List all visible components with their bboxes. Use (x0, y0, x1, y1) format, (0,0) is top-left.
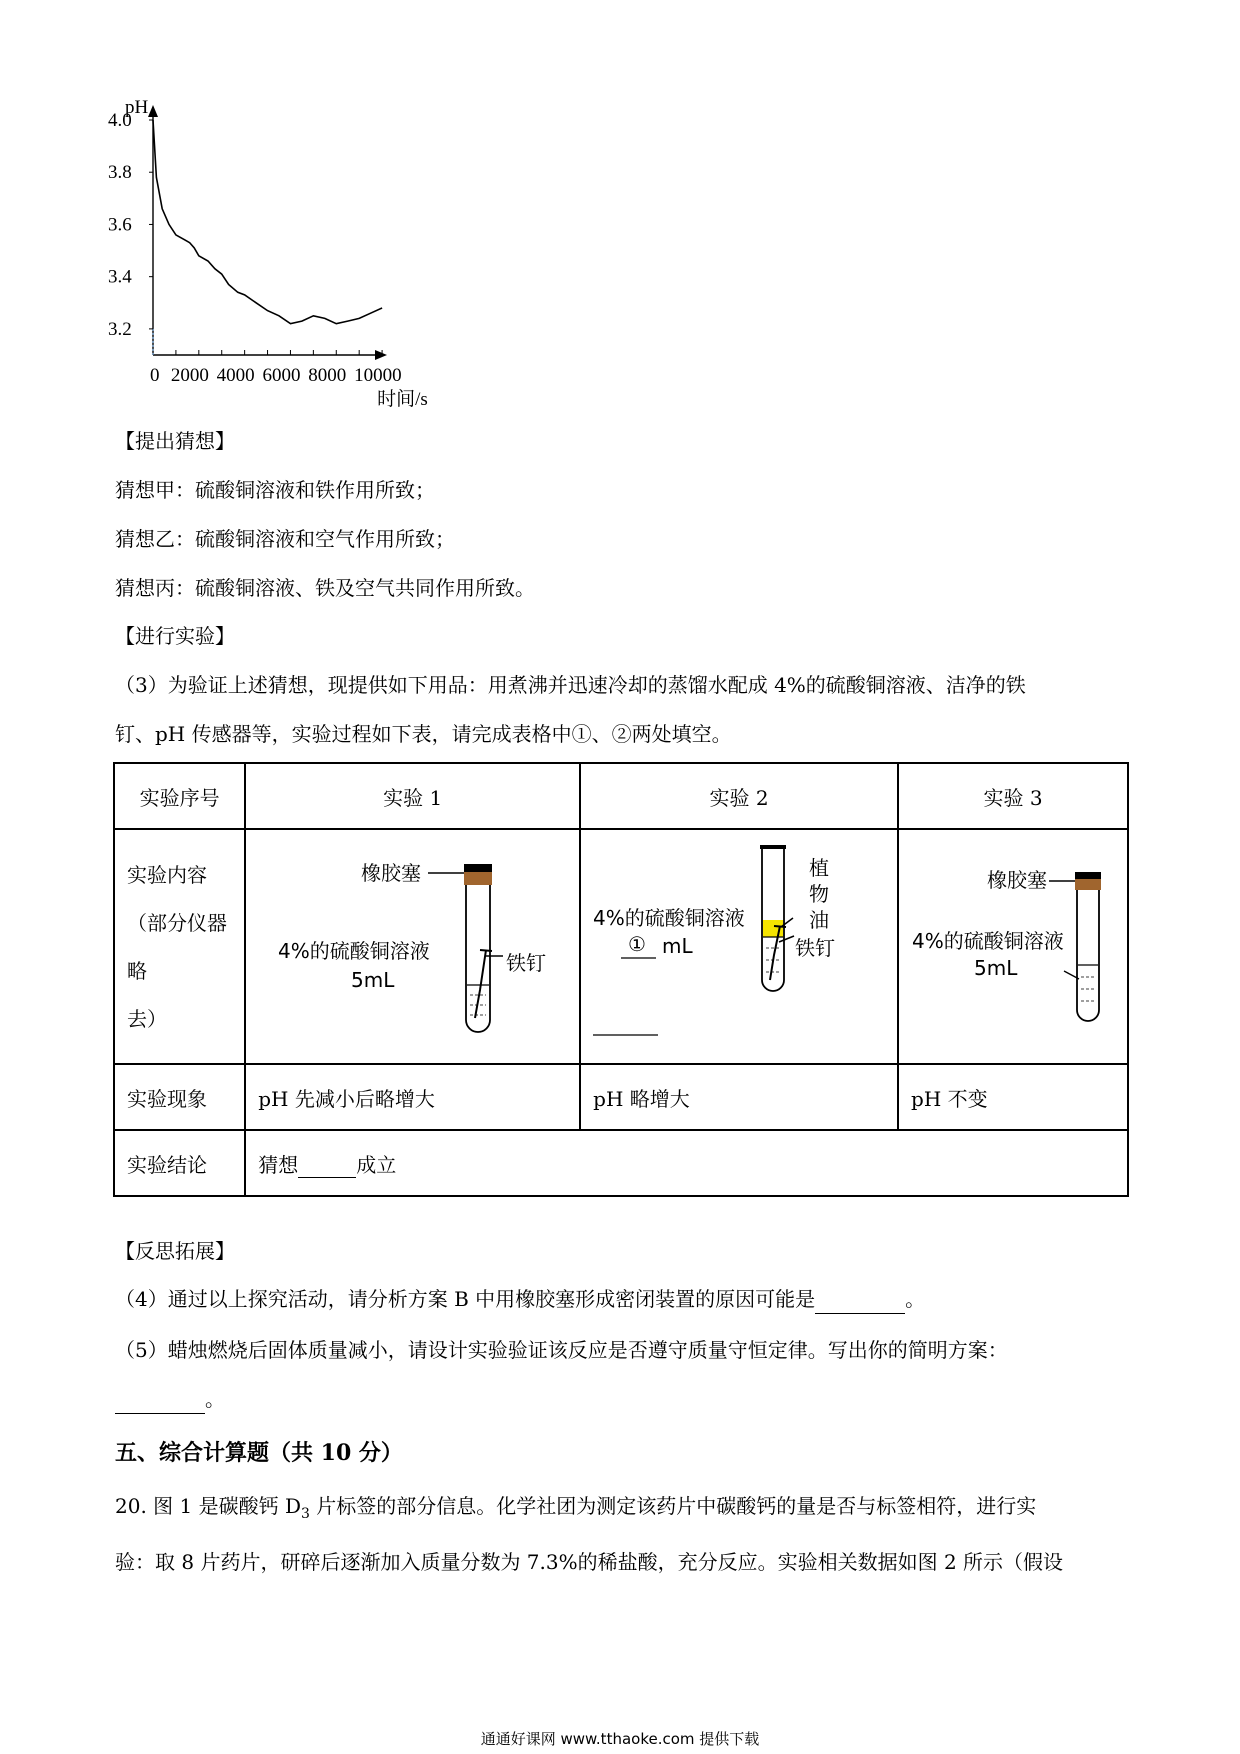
conclusion-label: 实验结论 (114, 1130, 245, 1196)
question-5: （5）蜡烛燃烧后固体质量减小，请设计实验验证该反应是否遵守质量守恒定律。写出你的简明方案： (115, 1338, 1008, 1362)
blank-number-1: ① (628, 932, 647, 956)
oil-label-char: 植 (809, 856, 830, 880)
y-axis-arrow-icon (148, 105, 158, 117)
page-footer: 通通好课网 www.tthaoke.com 提供下载 (480, 1730, 760, 1748)
table-header-cell: 实验 1 (245, 763, 580, 829)
answer-blank (115, 1385, 205, 1414)
subscript: 3 (301, 1506, 310, 1522)
question-20-text: 20. 图 1 是碳酸钙 D (115, 1494, 301, 1518)
conclusion-prefix: 猜想 (258, 1152, 299, 1177)
tube-rim (760, 845, 786, 849)
x-axis-arrow-icon (375, 350, 387, 360)
nail-head (480, 950, 492, 951)
y-tick-label: 3.2 (108, 318, 132, 340)
iron-nail-icon (475, 950, 486, 1018)
question-4-end: 。 (905, 1287, 926, 1311)
x-tick-label: 4000 (216, 365, 255, 386)
rubber-stopper-icon (1075, 879, 1101, 890)
x-axis-label: 时间/s (377, 389, 428, 410)
unit-label: mL (662, 934, 693, 958)
stopper-label: 橡胶塞 (987, 868, 1048, 892)
stopper-label: 橡胶塞 (361, 861, 422, 885)
y-tick-label: 3.4 (108, 266, 132, 288)
test-tube-icon (466, 885, 490, 1032)
experiment-1-figure-cell (245, 829, 580, 1064)
question-4-text: （4）通过以上探究活动，请分析方案 B 中用橡胶塞形成密闭装置的原因可能是 (115, 1287, 816, 1311)
oil-label-char: 油 (809, 908, 830, 932)
stopper-cap (464, 864, 492, 872)
experiment-3-figure-cell (898, 829, 1128, 1064)
question-20-line-2: 验：取 8 片药片，研碎后逐渐加入质量分数为 7.3%的稀盐酸，充分反应。实验相关数据如图 2 所示（假设 (115, 1550, 1064, 1574)
y-tick-label: 3.6 (108, 214, 132, 236)
question-3-line-2: 钉、pH 传感器等，实验过程如下表，请完成表格中①、②两处填空。 (115, 722, 732, 746)
table-header-cell: 实验 2 (580, 763, 898, 829)
experiment-table (113, 762, 1129, 1197)
solution-label: 4%的硫酸铜溶液 (593, 906, 745, 930)
answer-blank (298, 1153, 356, 1178)
content-label-line: 实验内容 (127, 862, 207, 887)
rubber-stopper-icon (464, 872, 492, 885)
x-tick-label: 6000 (262, 365, 301, 386)
question-5-end: 。 (205, 1387, 225, 1411)
stopper-cap (1075, 872, 1101, 879)
phenomenon-label: 实验现象 (114, 1064, 245, 1130)
experiment-2-figure-cell (580, 829, 898, 1064)
question-3-line-1: （3）为验证上述猜想，现提供如下用品：用煮沸并迅速冷却的蒸馏水配成 4%的硫酸铜溶液、洁净的铁 (115, 673, 1026, 697)
chart-ticks (108, 110, 402, 386)
phenomenon-cell: pH 略增大 (580, 1064, 898, 1130)
volume-label: 5mL (351, 968, 395, 992)
guess-a: 猜想甲：硫酸铜溶液和铁作用所致； (115, 478, 435, 502)
table-row (114, 829, 1128, 1064)
reflect-heading: 【反思拓展】 (115, 1239, 235, 1263)
answer-blank (815, 1285, 905, 1314)
phenomenon-cell: pH 不变 (898, 1064, 1128, 1130)
nail-label: 铁钉 (506, 951, 547, 975)
question-4 (115, 1285, 925, 1314)
x-tick-label: 8000 (308, 365, 347, 386)
content-label-line: 去） (127, 1006, 167, 1031)
table-header-cell: 实验序号 (114, 763, 245, 829)
solution-label: 4%的硫酸铜溶液 (278, 939, 430, 963)
table-row (114, 1064, 1128, 1130)
y-tick-label: 4.0 (108, 110, 132, 131)
question-5-answer (115, 1385, 225, 1414)
y-tick-label: 3.8 (108, 162, 132, 184)
content-label-line: （部分仪器略 (127, 910, 227, 983)
phenomenon-cell: pH 先减小后略增大 (245, 1064, 580, 1130)
conclusion-cell (245, 1130, 1128, 1196)
table-header-cell: 实验 3 (898, 763, 1128, 829)
content-label (115, 851, 244, 1043)
nail-label: 铁钉 (795, 936, 836, 960)
experiment-heading: 【进行实验】 (115, 624, 235, 648)
solution-label: 4%的硫酸铜溶液 (912, 929, 1064, 953)
x-tick-label: 10000 (354, 365, 402, 386)
question-20-line-1 (115, 1492, 1036, 1528)
question-20-text: 片标签的部分信息。化学社团为测定该药片中碳酸钙的量是否与标签相符，进行实 (309, 1494, 1037, 1518)
oil-label-char: 物 (809, 882, 830, 906)
x-tick-label: 2000 (170, 365, 209, 386)
content-label-cell (114, 829, 245, 1064)
table-row (114, 763, 1128, 829)
nail-head (774, 926, 786, 927)
guess-heading: 【提出猜想】 (115, 429, 235, 453)
experiment-2-figure (581, 830, 889, 1058)
section-5-heading: 五、综合计算题（共 10 分） (115, 1440, 403, 1466)
guess-c: 猜想丙：硫酸铜溶液、铁及空气共同作用所致。 (115, 576, 535, 600)
ph-series-line (153, 120, 382, 324)
y-axis-label: pH (125, 97, 149, 118)
experiment-3-figure (899, 830, 1119, 1058)
x-tick-label: 0 (150, 365, 160, 386)
experiment-1-figure (246, 830, 571, 1058)
table-row (114, 1130, 1128, 1196)
volume-label: 5mL (974, 956, 1018, 980)
guess-b: 猜想乙：硫酸铜溶液和空气作用所致； (115, 527, 455, 551)
conclusion-suffix: 成立 (356, 1152, 397, 1177)
ph-time-chart (105, 95, 450, 415)
chart-axes (148, 105, 387, 360)
